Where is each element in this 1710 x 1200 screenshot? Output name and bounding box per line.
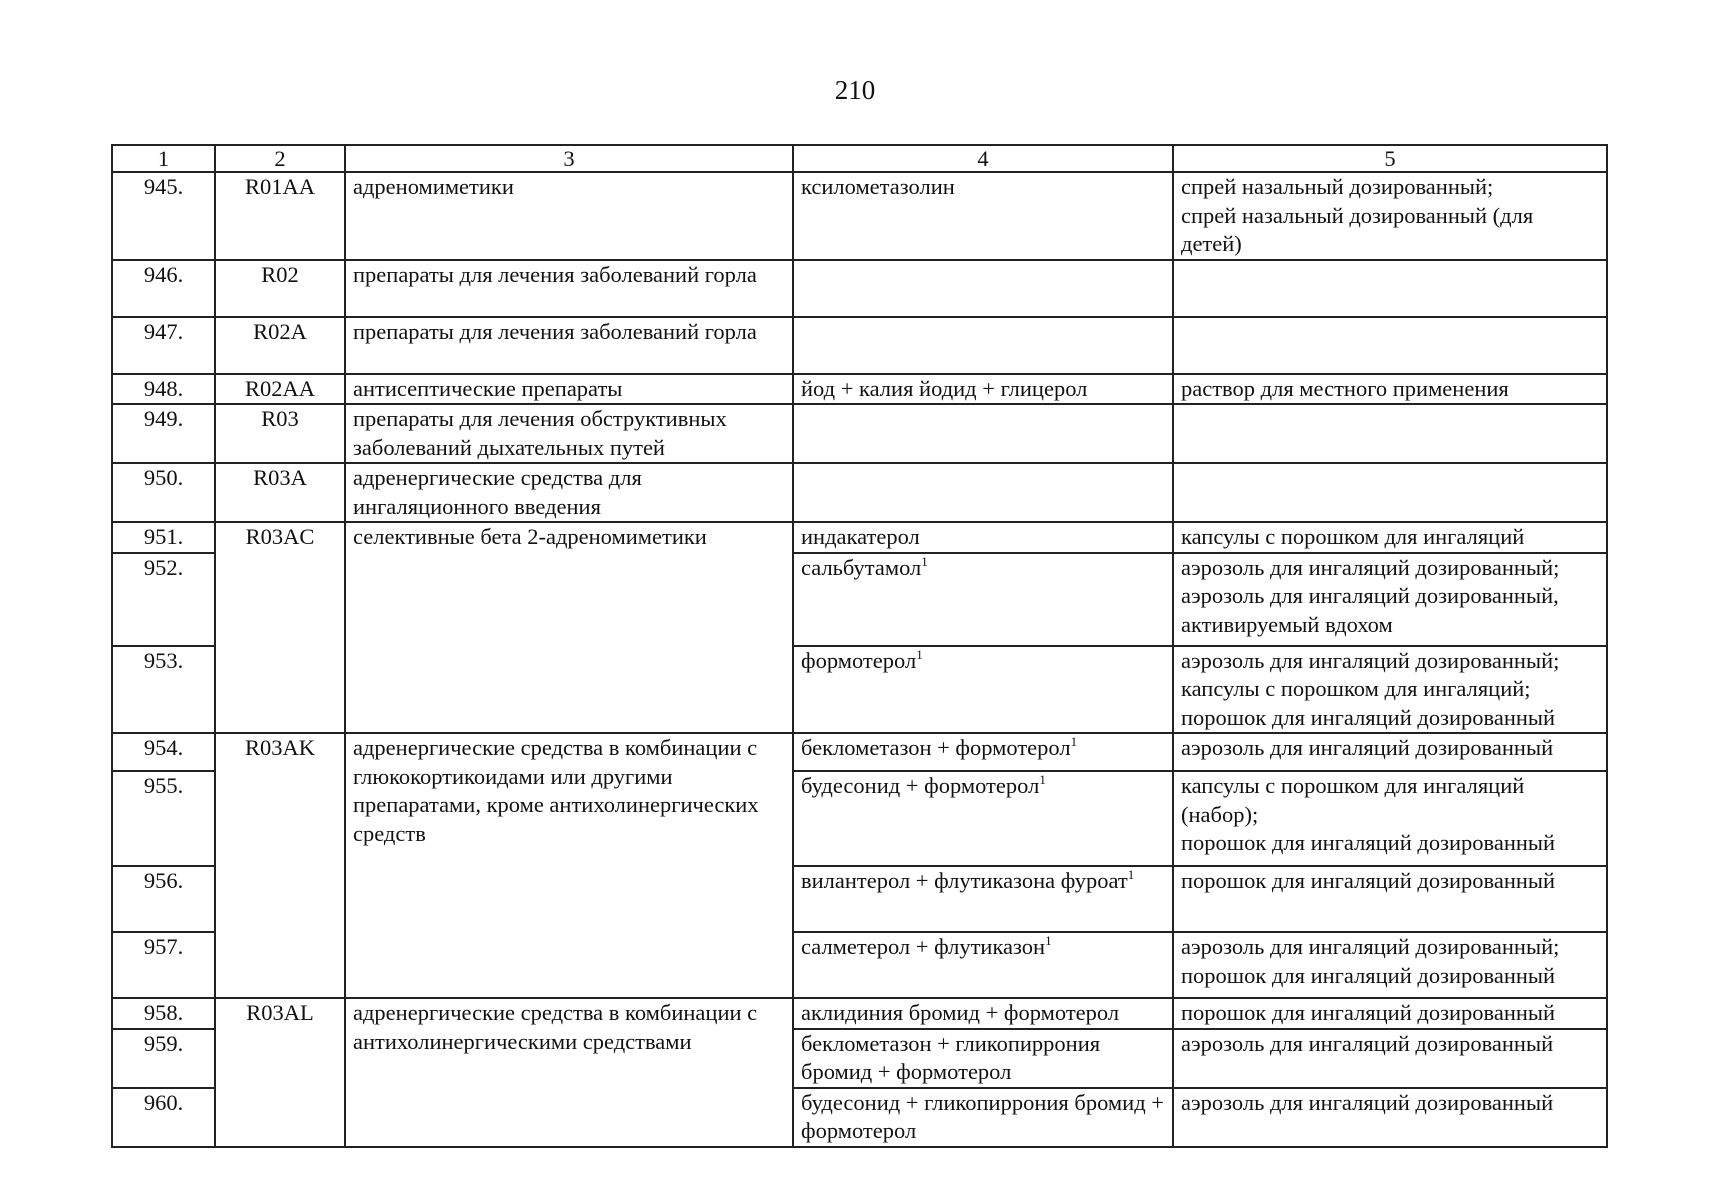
row-number: 951.: [112, 522, 215, 553]
footnote-mark: 1: [1039, 772, 1046, 787]
column-header: 1: [112, 145, 215, 172]
dosage-form: аэрозоль для ингаляций дозированный; капсулы с порошком для ингаляций; порошок для ингаляций дозированный: [1173, 646, 1607, 734]
drug-name: формотерол$^1$: [793, 646, 1173, 734]
dosage-form: аэрозоль для ингаляций дозированный: [1173, 1088, 1607, 1147]
drug-name: беклометазон + формотерол$^1$: [793, 733, 1173, 771]
footnote-mark: 1: [921, 553, 928, 569]
drug-name: аклидиния бромид + формотерол: [793, 998, 1173, 1029]
table-row: [112, 172, 1607, 260]
table-row: [112, 404, 1607, 463]
table-row: [112, 463, 1607, 522]
row-number: 959.: [112, 1029, 215, 1088]
drug-name: ксилометазолин: [793, 172, 1173, 260]
drug-group: адренергические средства в комбинации с глюкокортикоидами или другими препаратами, кроме антихолинергических средств: [345, 733, 793, 998]
dosage-form: аэрозоль для ингаляций дозированный; порошок для ингаляций дозированный: [1173, 932, 1607, 998]
dosage-form: аэрозоль для ингаляций дозированный: [1173, 1029, 1607, 1088]
drug-name: [793, 404, 1173, 463]
table-row: [112, 260, 1607, 317]
dosage-form: порошок для ингаляций дозированный: [1173, 998, 1607, 1029]
drug-name: индакатерол: [793, 522, 1173, 553]
row-number: 945.: [112, 172, 215, 260]
drug-name: будесонид + формотерол$^1$: [793, 771, 1173, 866]
footnote-mark: 1: [1127, 867, 1135, 882]
atc-code: R02: [215, 260, 345, 317]
dosage-form: порошок для ингаляций дозированный: [1173, 866, 1607, 932]
drug-name: салметерол + флутиказон$^1$: [793, 932, 1173, 998]
dosage-form: аэрозоль для ингаляций дозированный: [1173, 733, 1607, 771]
drug-group: адреномиметики: [345, 172, 793, 260]
row-number: 948.: [112, 374, 215, 405]
row-number: 958.: [112, 998, 215, 1029]
row-number: 960.: [112, 1088, 215, 1147]
table-header-row: [112, 145, 1607, 172]
atc-code: R02AA: [215, 374, 345, 405]
drug-group: препараты для лечения заболеваний горла: [345, 260, 793, 317]
drug-name: будесонид + гликопиррония бромид + формотерол: [793, 1088, 1173, 1147]
drug-group: адренергические средства в комбинации с антихолинергическими средствами: [345, 998, 793, 1147]
column-header: 3: [345, 145, 793, 172]
row-number: 956.: [112, 866, 215, 932]
drug-group: препараты для лечения обструктивных заболеваний дыхательных путей: [345, 404, 793, 463]
row-number: 949.: [112, 404, 215, 463]
dosage-form: [1173, 404, 1607, 463]
footnote-mark: 1: [1070, 734, 1078, 749]
row-number: 947.: [112, 317, 215, 374]
dosage-form: [1173, 260, 1607, 317]
dosage-form: [1173, 463, 1607, 522]
table-row: [112, 374, 1607, 405]
footnote-mark: 1: [916, 646, 923, 662]
row-number: 953.: [112, 646, 215, 734]
drug-group: селективные бета 2-адреномиметики: [345, 522, 793, 733]
footnote-mark: 1: [1045, 933, 1052, 948]
drug-name: [793, 260, 1173, 317]
atc-code: R03A: [215, 463, 345, 522]
row-number: 950.: [112, 463, 215, 522]
drug-name: вилантерол + флутиказона фуроат$^1$: [793, 866, 1173, 932]
drug-group: адренергические средства для ингаляционного введения: [345, 463, 793, 522]
table-row: [112, 317, 1607, 374]
row-number: 954.: [112, 733, 215, 771]
atc-code: R02A: [215, 317, 345, 374]
column-header: 4: [793, 145, 1173, 172]
drug-table: [111, 144, 1608, 1148]
dosage-form: капсулы с порошком для ингаляций: [1173, 522, 1607, 553]
dosage-form: [1173, 317, 1607, 374]
atc-code: R03AK: [215, 733, 345, 998]
page-number: 210: [834, 75, 876, 105]
row-number: 957.: [112, 932, 215, 998]
column-header: 5: [1173, 145, 1607, 172]
drug-name: [793, 463, 1173, 522]
row-number: 955.: [112, 771, 215, 866]
row-number: 952.: [112, 553, 215, 646]
atc-code: R03AC: [215, 522, 345, 733]
column-header: 2: [215, 145, 345, 172]
dosage-form: аэрозоль для ингаляций дозированный; аэрозоль для ингаляций дозированный, активируемый вдохом: [1173, 553, 1607, 646]
table-row: [112, 998, 1607, 1029]
atc-code: R01AA: [215, 172, 345, 260]
dosage-form: раствор для местного применения: [1173, 374, 1607, 405]
drug-name: сальбутамол$^1$: [793, 553, 1173, 646]
dosage-form: спрей назальный дозированный; спрей назальный дозированный (для детей): [1173, 172, 1607, 260]
drug-name: беклометазон + гликопиррония бромид + формотерол: [793, 1029, 1173, 1088]
atc-code: R03AL: [215, 998, 345, 1147]
drug-group: препараты для лечения заболеваний горла: [345, 317, 793, 374]
table-row: [112, 522, 1607, 553]
drug-group: антисептические препараты: [345, 374, 793, 405]
drug-name: [793, 317, 1173, 374]
row-number: 946.: [112, 260, 215, 317]
atc-code: R03: [215, 404, 345, 463]
dosage-form: капсулы с порошком для ингаляций (набор); порошок для ингаляций дозированный: [1173, 771, 1607, 866]
drug-name: йод + калия йодид + глицерол: [793, 374, 1173, 405]
table-row: [112, 733, 1607, 771]
